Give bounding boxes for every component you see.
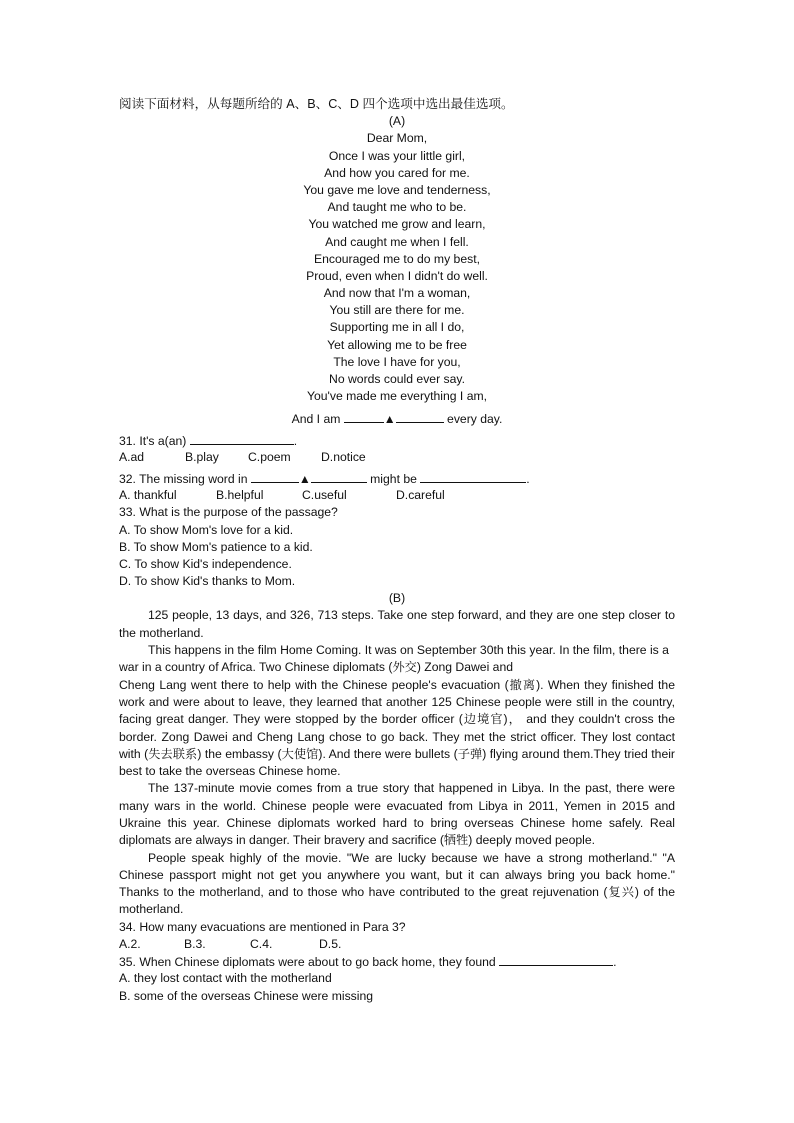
poem-line: Supporting me in all I do, bbox=[329, 320, 465, 335]
answer-blank bbox=[420, 470, 526, 483]
question-35-stem: 35. When Chinese diplomats were about to go back home, they found bbox=[119, 955, 500, 970]
poem-line: And now that I'm a woman, bbox=[323, 286, 471, 301]
poem-line: Encouraged me to do my best, bbox=[314, 251, 480, 266]
option-c: C.useful bbox=[302, 488, 347, 503]
passage-b-para-3: The 137-minute movie comes from a true story that happened in Libya. In the past, there were many wars in the world. Chinese people were evacuated from Libya in 2011, Yemen in 2015 and Ukraine this year. Chinese diplomats worked hard to bring overseas Chinese home safely. Real diplomats are always in danger. Their bravery and sacrifice (牺牲) deeply moved people. bbox=[119, 781, 675, 848]
answer-blank bbox=[251, 470, 299, 483]
option-a: A. thankful bbox=[119, 488, 177, 503]
question-33-option-d: D. To show Kid's thanks to Mom. bbox=[119, 574, 296, 589]
option-d: D.5. bbox=[319, 936, 342, 951]
question-35-option-b: B. some of the overseas Chinese were missing bbox=[119, 988, 374, 1003]
instruction: 阅读下面材料，从每题所给的 A、B、C、D 四个选项中选出最佳选项。 bbox=[119, 97, 514, 111]
question-34-options bbox=[119, 936, 675, 953]
section-b-label: (B) bbox=[388, 591, 406, 606]
poem-line: Once I was your little girl, bbox=[328, 148, 466, 163]
option-b: B.helpful bbox=[216, 488, 264, 503]
question-32-stem-mid: might be bbox=[366, 471, 421, 486]
poem-line: And how you cared for me. bbox=[324, 165, 470, 180]
option-c: C.poem bbox=[248, 449, 291, 464]
poem-last-line-end: every day. bbox=[443, 412, 503, 427]
answer-blank bbox=[344, 410, 384, 423]
question-32-stem: 32. The missing word in bbox=[119, 471, 251, 486]
poem-line: And caught me when I fell. bbox=[325, 234, 469, 249]
passage-b-para-1: 125 people, 13 days, and 326, 713 steps. Take one step forward, and they are one step closer to the motherland. bbox=[119, 608, 675, 640]
poem bbox=[119, 130, 675, 427]
option-a: A.ad bbox=[119, 449, 145, 464]
question-35-stem-end: . bbox=[613, 955, 617, 970]
question-33-stem: 33. What is the purpose of the passage? bbox=[119, 505, 338, 520]
poem-line: Proud, even when I didn't do well. bbox=[306, 268, 488, 283]
poem-last-line-start: And I am bbox=[291, 412, 344, 427]
passage-b-para-2-rest: Cheng Lang went there to help with the Chinese people's evacuation (撤离). When they finished the work and were about to leave, they learned that another 125 Chinese people were still in the country, facing great danger. They were stopped by the border officer (边境官)， and they couldn't cross the border. Zong Dawei and Cheng Lang chose to go back. They met the strict officer. They lost contact with (失去联系) the embassy (大使馆). And there were bullets (子弹) flying around them.They tried their best to take the overseas Chinese home. bbox=[119, 677, 675, 779]
option-d: D.notice bbox=[321, 449, 366, 464]
poem-line: You've made me everything I am, bbox=[306, 389, 488, 404]
answer-blank bbox=[499, 953, 613, 966]
question-32 bbox=[119, 470, 675, 487]
question-31-stem: 31. It's a(an) bbox=[119, 433, 190, 448]
poem-line: Dear Mom, bbox=[366, 131, 428, 146]
option-c: C.4. bbox=[250, 936, 273, 951]
poem-last-line bbox=[119, 410, 675, 427]
section-a-label: (A) bbox=[388, 114, 406, 129]
question-34-stem: 34. How many evacuations are mentioned in Para 3? bbox=[119, 919, 406, 934]
passage-b-para-4: People speak highly of the movie. "We are lucky because we have a strong motherland." "A Chinese passport might not get you anywhere you want, but it can always bring you back home." Thanks to the motherland, and to those who have contributed to the great rejuvenation (复兴) of the motherland. bbox=[119, 850, 675, 917]
question-35 bbox=[119, 953, 675, 970]
answer-blank bbox=[396, 410, 444, 423]
question-31-options bbox=[119, 449, 675, 466]
question-33-option-a: A. To show Mom's love for a kid. bbox=[119, 522, 294, 537]
poem-line: You gave me love and tenderness, bbox=[303, 182, 491, 197]
passage-b-para-2-first: This happens in the film Home Coming. It was on September 30th this year. In the film, there is a war in a country of Africa. Two Chinese diplomats (外交) Zong Dawei and bbox=[119, 643, 669, 675]
answer-blank bbox=[190, 432, 294, 445]
poem-line: No words could ever say. bbox=[329, 372, 465, 386]
question-32-options bbox=[119, 487, 675, 504]
poem-line: The love I have for you, bbox=[333, 354, 461, 369]
triangle-marker: ▲ bbox=[383, 412, 396, 427]
option-a: A.2. bbox=[119, 936, 141, 951]
triangle-marker: ▲ bbox=[298, 471, 311, 486]
worksheet-page bbox=[119, 96, 675, 1005]
option-d: D.careful bbox=[396, 488, 445, 503]
option-b: B.play bbox=[185, 449, 219, 464]
poem-line: And taught me who to be. bbox=[327, 200, 467, 215]
question-32-stem-end: . bbox=[526, 471, 530, 486]
question-31 bbox=[119, 432, 675, 449]
poem-line: Yet allowing me to be free bbox=[327, 337, 467, 352]
poem-line: You watched me grow and learn, bbox=[308, 217, 486, 232]
poem-line: You still are there for me. bbox=[329, 303, 465, 318]
question-33-option-c: C. To show Kid's independence. bbox=[119, 556, 292, 571]
answer-blank bbox=[311, 470, 367, 483]
question-35-option-a: A. they lost contact with the motherland bbox=[119, 971, 332, 986]
question-33-option-b: B. To show Mom's patience to a kid. bbox=[119, 539, 313, 554]
question-31-stem-end: . bbox=[293, 433, 298, 448]
option-b: B.3. bbox=[184, 936, 206, 951]
